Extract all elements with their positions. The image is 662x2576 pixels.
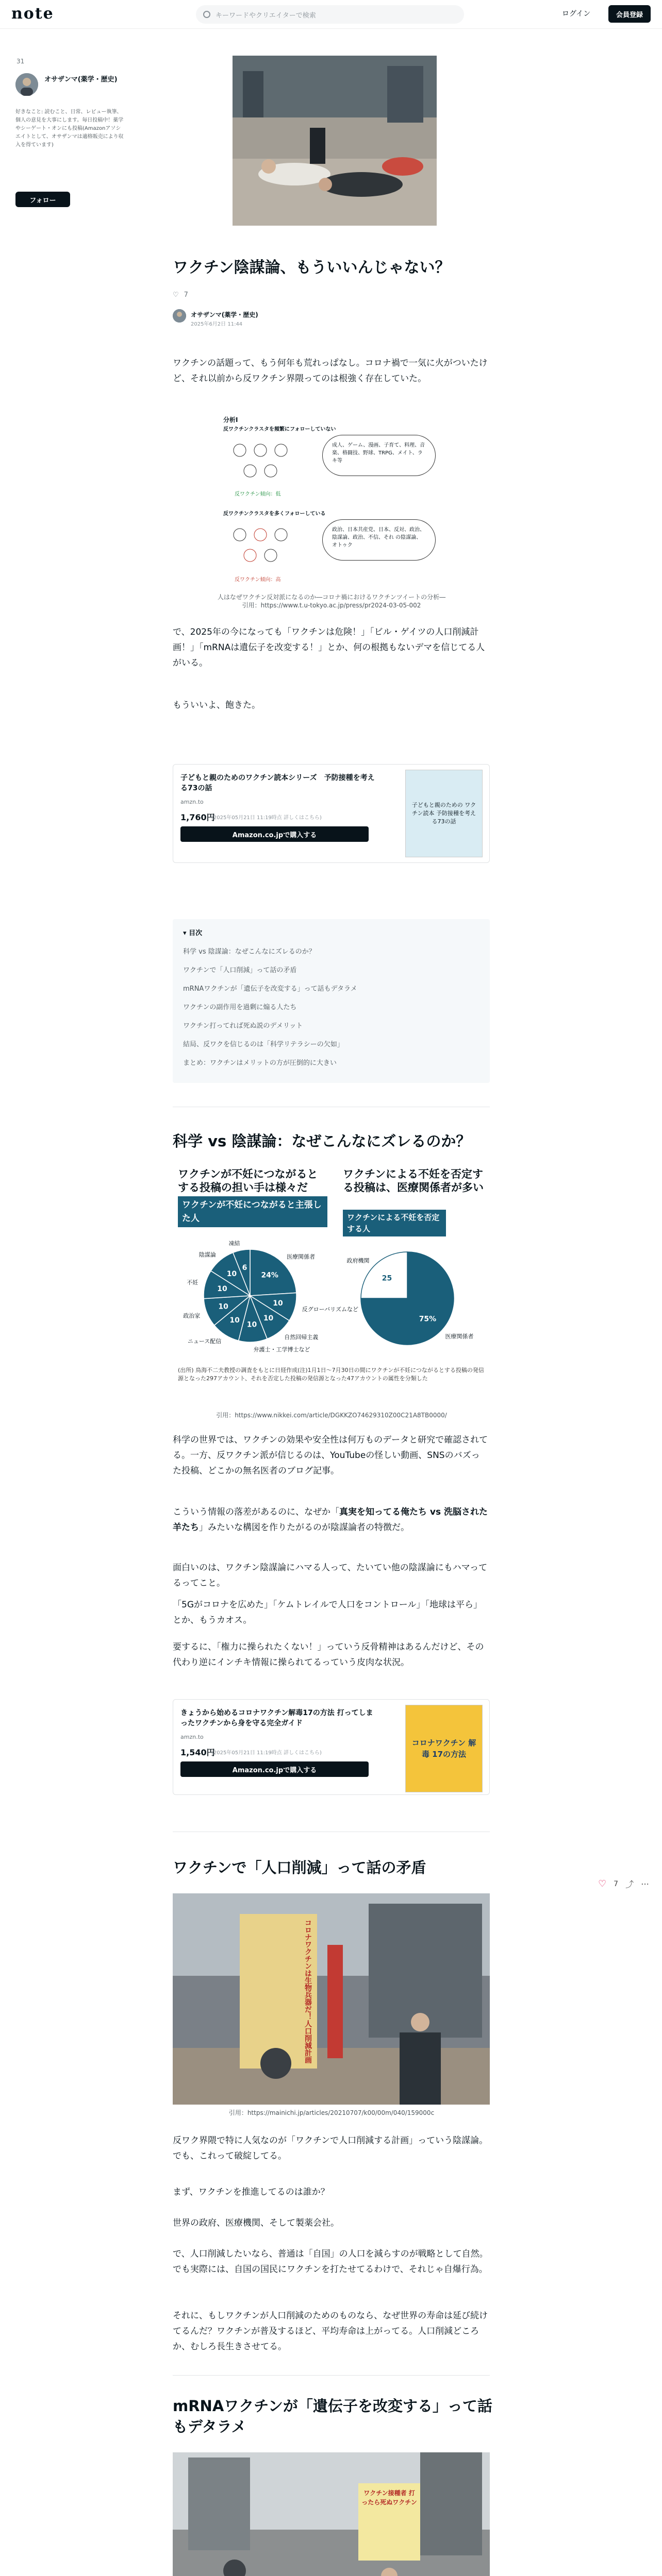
toc-item[interactable]: 結局、反ワクを信じるのは「科学リテラシーの欠如」	[183, 1041, 344, 1048]
paragraph-5: こういう情報の落差があるのに、なぜか「真実を知ってる俺たち vs 洗脳された羊たち」みたいな構図を作りたがるのが陰謀論者の特徴だ。	[173, 1507, 488, 1533]
toc-item[interactable]: まとめ：ワクチンはメリットの方が圧倒的に大きい	[183, 1059, 337, 1067]
fig1-high: 反ワクチン傾向：高	[235, 577, 281, 583]
floating-actions	[598, 1878, 649, 1890]
heart-icon[interactable]: ♡	[598, 1878, 607, 1889]
follow-button[interactable]	[15, 192, 70, 207]
protest-photo-2	[173, 1893, 490, 2105]
byline-avatar[interactable]	[173, 309, 186, 323]
floating-like-count: 7	[614, 1879, 619, 1888]
fig2-left-sub: ワクチンが不妊につながると主張した人	[178, 1196, 327, 1227]
fig1-people-group-icon	[224, 435, 307, 486]
protest-scene-2	[173, 1893, 490, 2105]
site-header	[0, 0, 662, 29]
table-of-contents	[173, 919, 490, 1083]
pie-value-label: 75%	[419, 1315, 437, 1324]
pie-category-label: 陰謀論	[198, 1251, 216, 1258]
like-count: 7	[184, 291, 188, 299]
author-bio: 好きなこと: 読むこと、日常、レビュー執筆、個人の意見を大事にします。毎日投稿中！薬学やシーゲート・オンにも投稿(Amazonアソシエイトとして、オサザンマは適格販売により収入を得ています)	[15, 109, 124, 148]
pie-value-label: 10	[273, 1299, 283, 1308]
fig2-left-title: ワクチンが不妊につながるとする投稿の担い手は様々だ	[178, 1168, 318, 1194]
pie-value-label: 10	[246, 1320, 257, 1329]
pie-category-label: 医療関係者	[287, 1253, 316, 1261]
toc-item[interactable]: 科学 vs 陰謀論：なぜこんなにズレるのか？	[183, 948, 316, 956]
amazon2-cover[interactable]	[405, 1705, 483, 1792]
pie-category-label: 医療関係者	[445, 1333, 474, 1340]
amazon2-title[interactable]: きょうから始めるコロナワクチン解毒17の方法 打ってしまったワクチンから身を守る完全ガイド	[180, 1709, 373, 1727]
pie-category-label: ニュース配信	[187, 1337, 222, 1345]
amazon2-price-note[interactable]: (2025年05月21日 11:19時点 詳しくはこちら)	[211, 1750, 322, 1756]
pie-value-label: 10	[263, 1314, 274, 1323]
fig1-box2: 政治、日本共産党、日本、反対、政治、陰謀論、政治、不信、それ の陰謀論、オトゥク	[322, 519, 436, 561]
amazon1-price: 1,760円	[180, 812, 215, 822]
fig1-sub1: 反ワクチンクラスタを頻繁にフォローしていない	[223, 427, 336, 432]
heading-population-reduction: ワクチンで「人口削減」って話の矛盾	[173, 1859, 426, 1876]
follower-count: 31	[16, 58, 25, 65]
hero-photo	[233, 56, 437, 226]
fig1-box1: 成人、ゲーム、漫画、子育て、料理、音楽、格闘技、野球、TRPG、メイト、ラキ等	[322, 435, 436, 476]
amazon2-cover-title: コロナワクチン 解毒 17の方法	[411, 1738, 476, 1759]
pie-value-label: 10	[217, 1285, 227, 1294]
amazon2-author: amzn.to	[180, 1734, 204, 1740]
paragraph-10: まず、ワクチンを推進してるのは誰か？	[173, 2187, 329, 2197]
toc-label[interactable]: ▾ 目次	[183, 929, 203, 937]
fig2-right-sub: ワクチンによる不妊を否定する人	[343, 1210, 446, 1236]
amazon2-price: 1,540円	[180, 1748, 215, 1757]
amazon1-cover-title: 子どもと親のための ワクチン読本 予防接種を考える73の話	[411, 802, 476, 825]
paragraph-13: それに、もしワクチンが人口削減のためのものなら、なぜ世界の寿命は延び続けてるんだ？ワクチンが普及するほど、平均寿命は上がってる。人口削減どころか、むしろ長生きさせてる。	[173, 2311, 488, 2352]
paragraph-6: 面白いのは、ワクチン陰謀論にハマる人って、たいてい他の陰謀論にもハマってるってこと。	[173, 1563, 488, 1588]
pie-category-label: 不妊	[187, 1279, 198, 1286]
pie-value-label: 6	[242, 1264, 247, 1273]
protest-photo-3	[173, 2452, 490, 2576]
fig1-caption: 人はなぜワクチン反対派になるのか―コロナ禍におけるワクチンツイートの分析―	[217, 594, 446, 601]
more-icon[interactable]: ⋯	[641, 1879, 650, 1889]
toc-item[interactable]: ワクチンで「人口削減」って話の矛盾	[183, 967, 297, 974]
amazon1-cover[interactable]	[405, 770, 483, 857]
amazon2-buy-button[interactable]: Amazon.co.jpで購入する	[180, 1761, 369, 1777]
title-like-row	[173, 291, 188, 299]
paragraph-8: 要するに、「権力に操られたくない！」っていう反骨精神はあるんだけど、その代わり逆にインチキ情報に操られてるっていう皮肉な状況。	[173, 1642, 484, 1668]
heading-mrna: mRNAワクチンが「遺伝子を改変する」って話もデタラメ	[173, 2397, 492, 2435]
amazon-card-1[interactable]	[173, 764, 490, 863]
fig1-low: 反ワクチン傾向：低	[235, 492, 281, 497]
paragraph-9: 反ワク界隈で特に人気なのが「ワクチンで人口削減する計画」っていう陰謀論。でも、これって破綻してる。	[173, 2136, 488, 2161]
pie-category-label: 凍結	[228, 1240, 240, 1247]
amazon1-buy-button[interactable]: Amazon.co.jpで購入する	[180, 826, 369, 842]
heart-icon[interactable]: ♡	[173, 291, 179, 299]
paragraph-2: で、2025年の今になっても「ワクチンは危険！」「ビル・ゲイツの人口削減計画！」「mRNAは遺伝子を改変する！」とか、何の根拠もないデマを信じてる人がいる。	[173, 627, 485, 668]
pie-category-label: 反グローバリズムなど	[302, 1306, 358, 1313]
pie-category-label: 政府機関	[346, 1257, 370, 1264]
avatar-image	[15, 73, 38, 96]
photo2-sign-text: コロナワクチンは生物兵器だ！人口削減計画	[304, 1919, 312, 2063]
toc-item[interactable]: mRNAワクチンが「遺伝子を改変する」って話もデタラメ	[183, 985, 357, 993]
pie-value-label: 24%	[261, 1271, 278, 1280]
fig2-source-line: (出所) 鳥海不二夫教授の調査をもとに日経作成(注)1月1日～7月30日の間にワクチンが不妊につながるとする投稿の発信源となった297アカウント、それを否定した投稿の発信源となった47アカウントの属性を分類した	[178, 1367, 484, 1382]
pie-category-label: 自然回帰主義	[284, 1334, 319, 1341]
pie-category-label: 弁護士・工学博士など	[253, 1346, 310, 1353]
protest-photo	[233, 56, 437, 226]
pie-value-label: 10	[229, 1316, 240, 1325]
pie-value-label: 25	[382, 1274, 392, 1283]
paragraph-4: 科学の世界では、ワクチンの効果や安全性は何万ものデータと研究で確認されてる。一方、反ワクチン派が信じるのは、YouTubeの怪しい動画、SNSのバズった投稿、どこかの無名医者のブログ記事。	[173, 1435, 488, 1476]
amazon1-title[interactable]: 子どもと親のためのワクチン読本シリーズ 予防接種を考える73の話	[180, 774, 375, 792]
search-placeholder: キーワードやクリエイターで検索	[216, 11, 316, 20]
nikkei-figure	[173, 1164, 492, 1408]
bold-phrase: 真実を知ってる俺たち vs 洗脳された羊たち	[173, 1507, 488, 1533]
fig2-right-title: ワクチンによる不妊を否定する投稿は、医療関係者が多い	[343, 1168, 484, 1194]
article-title: ワクチン陰謀論、もういいんじゃない？	[173, 259, 451, 277]
note-logo[interactable]: note	[11, 5, 54, 23]
fig1-sub2: 反ワクチンクラスタを多くフォローしている	[223, 511, 326, 517]
paragraph-7: 「5Gがコロナを広めた」「ケムトレイルで人口をコントロール」「地球は平ら」とか、もうカオス。	[173, 1600, 482, 1625]
photo2-source[interactable]: 引用：https://mainichi.jp/articles/20210707/k00/00m/040/159000c	[228, 2109, 435, 2116]
pie-category-label: 政治家	[183, 1312, 201, 1319]
pie-value-label: 10	[226, 1270, 237, 1279]
paragraph-1: ワクチンの話題って、もう何年も荒れっぱなし。コロナ禍で一気に火がついたけど、それ以前から反ワクチン界隈ってのは根強く存在していた。	[173, 358, 488, 384]
fig1-people-group2-icon	[224, 519, 307, 571]
share-icon[interactable]: ⤴	[625, 1879, 634, 1889]
protest-scene-3	[173, 2452, 490, 2576]
search-icon	[203, 11, 210, 18]
follow-label: フォロー	[29, 196, 56, 205]
signup-button[interactable]: 会員登録	[608, 5, 651, 23]
pie-value-label: 10	[218, 1302, 228, 1311]
divider	[173, 2375, 490, 2376]
byline-date: 2025年6月2日 11:44	[191, 321, 243, 327]
paragraph-12: で、人口削減したいなら、普通は「自国」の人口を減らすのが戦略として自然。でも実際には、自国の国民にワクチンを打たせてるわけで、それじゃ自爆行為。	[173, 2249, 488, 2275]
paragraph-11: 世界の政府、医療機関、そして製薬会社。	[173, 2218, 339, 2228]
fig1-title: 分析Ⅰ	[223, 416, 238, 423]
fig2-link[interactable]: 引用：https://www.nikkei.com/article/DGKKZO74629310Z00C21A8TB0000/	[216, 1412, 447, 1419]
analysis-figure	[219, 412, 443, 590]
amazon-card-2[interactable]	[173, 1699, 490, 1795]
byline-author[interactable]: オサザンマ(薬学・歴史)	[191, 311, 258, 318]
pie-chart-right	[348, 1242, 487, 1360]
byline-avatar-image	[173, 309, 186, 323]
heading-science-vs-conspiracy: 科学 vs 陰謀論：なぜこんなにズレるのか？	[173, 1132, 471, 1150]
fig1-source[interactable]: 引用：https://www.t.u-tokyo.ac.jp/press/pr2024-03-05-002	[242, 602, 421, 609]
author-avatar[interactable]	[15, 73, 38, 96]
toc-item[interactable]: ワクチンの副作用を過剰に煽る人たち	[183, 1004, 297, 1011]
amazon1-author: amzn.to	[180, 799, 204, 805]
photo3-sign-text: ワクチン接種者 打ったら死ぬワクチン	[361, 2489, 417, 2506]
paragraph-3: もういいよ、飽きた。	[173, 700, 260, 710]
author-name[interactable]: オサザンマ(薬学・歴史)	[44, 76, 118, 83]
toc-item[interactable]: ワクチン打ってれば死ぬ説のデメリット	[183, 1022, 303, 1030]
login-link[interactable]: ログイン	[562, 10, 591, 18]
search-input[interactable]	[196, 5, 464, 24]
amazon1-price-note[interactable]: (2025年05月21日 11:19時点 詳しくはこちら)	[211, 815, 322, 821]
